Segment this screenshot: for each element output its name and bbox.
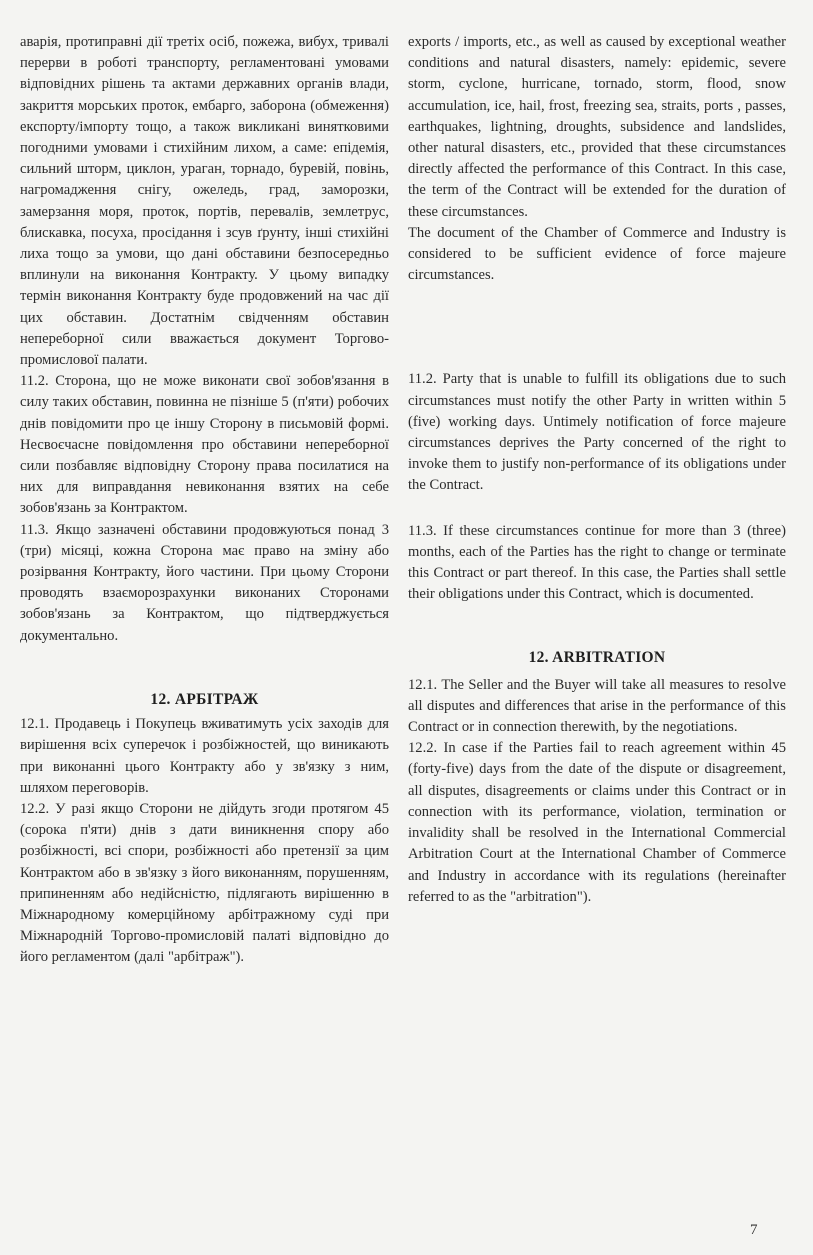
clause-11-1-evidence-en: The document of the Chamber of Commerce and Industry is considered to be sufficient evidence of force majeure circumstances.	[408, 224, 786, 284]
clause-11-2-uk: 11.2. Сторона, що не може виконати свої зобов'язання в силу таких обставин, повинна не пізніше 5 (п'яти) робочих днів повідомити про це іншу Сторону в письмовій формі. Несвоєчасне повідомлення про обставини непереборної сили позбавляє відповідну Сторону права посилатися на них для виправдання невиконання взятих на себе зобов'язань за Контрактом.	[20, 373, 389, 517]
clause-12-2-uk: 12.2. У разі якщо Сторони не дійдуть згоди протягом 45 (сорока п'яти) днів з дати виникнення спору або розбіжності, всі спори, розбіжності або претензії за цим Контрактом або в зв'язку з його виконанням, порушенням, припиненням або недійсністю, підлягають вирішенню в Міжнародному комерційному арбітражному суді при Міжнародній Торгово-промисловій палаті відповідно до його регламентом (далі "арбітраж").	[20, 800, 389, 966]
clause-11-1-continuation-en: exports / imports, etc., as well as caused by exceptional weather conditions and natural disasters, namely: epidemic, severe storm, cyclone, hurricane, tornado, storm, flood, snow accumulation, ice, hail, frost, freezing sea, straits, ports , passes, earthquakes, lightning, droughts, subsidence and landslides, other natural disasters, etc., provided that these circumstances directly affected the performance of this Contract. In this case, the term of the Contract will be extended for the duration of these circumstances.	[408, 34, 786, 220]
clause-11-2-en: 11.2. Party that is unable to fulfill its obligations due to such circumstances must notify the other Party in written within 5 (five) working days. Untimely notification of force majeure circumstances deprives the Party concerned of the right to invoke them to justify non-performance of its obligations under the Contract.	[408, 371, 786, 494]
clause-11-3-uk: 11.3. Якщо зазначені обставини продовжуються понад 3 (три) місяці, кожна Сторона має право на зміну або розірвання Контракту, його частини. При цьому Сторони проводять взаєморозрахунки виконаних Сторонами зобов'язань за Контрактом, що підтверджується документально.	[20, 521, 389, 644]
section-12-heading-uk: 12. АРБІТРАЖ	[150, 690, 259, 708]
clause-11-3-en: 11.3. If these circumstances continue for more than 3 (three) months, each of the Parties has the right to change or terminate this Contract or part thereof. In this case, the Parties shall settle their obligations under this Contract, which is documented.	[408, 522, 786, 603]
section-12-heading-en: 12. ARBITRATION	[528, 649, 666, 667]
clause-12-1-en: 12.1. The Seller and the Buyer will take all measures to resolve all disputes and differences that arise in the performance of this Contract or in connection therewith, by the negotiations.	[408, 676, 786, 736]
ukrainian-column	[20, 32, 389, 969]
clause-11-1-continuation-uk: аварія, протиправні дії третіх осіб, пожежа, вибух, тривалі перерви в роботі транспорту, регламентовані умовами відповідних рішень та актами державних органів влади, закриття морських проток, ембарго, заборона (обмеження) експорту/імпорту тощо, а також викликані винятковими погодними умовами і стихійним лихом, а саме: епідемія, сильний шторм, циклон, ураган, торнадо, буревій, повінь, нагромадження снігу, ожеледь, град, заморозки, замерзання моря, проток, портів, перевалів, землетрус, блискавка, посуха, просідання і зсув ґрунту, інші стихійні лиха тощо за умови, що дані обставини безпосередньо вплинули на виконання Контракту. У цьому випадку термін виконання Контракту буде продовжений на час дії цих обставин. Достатнім свідченням обставин непереборної сили вважається документ Торгово-промислової палати.	[20, 34, 389, 369]
english-column	[408, 32, 786, 908]
clause-12-1-uk: 12.1. Продавець і Покупець вживатимуть усіх заходів для вирішення всіх суперечок і розбіжностей, що виникають при виконанні цього Контракту або у зв'язку з ним, шляхом переговорів.	[20, 716, 389, 796]
page-number: 7	[750, 1222, 758, 1238]
clause-12-2-en: 12.2. In case if the Parties fail to reach agreement within 45 (forty-five) days from the date of the dispute or disagreement, all disputes, disagreements or claims under this Contract or in connection with its performance, violation, termination or invalidity shall be resolved in the International Commercial Arbitration Court at the International Chamber of Commerce and Industry in accordance with its regulations (hereinafter referred to as the "arbitration").	[408, 740, 786, 905]
